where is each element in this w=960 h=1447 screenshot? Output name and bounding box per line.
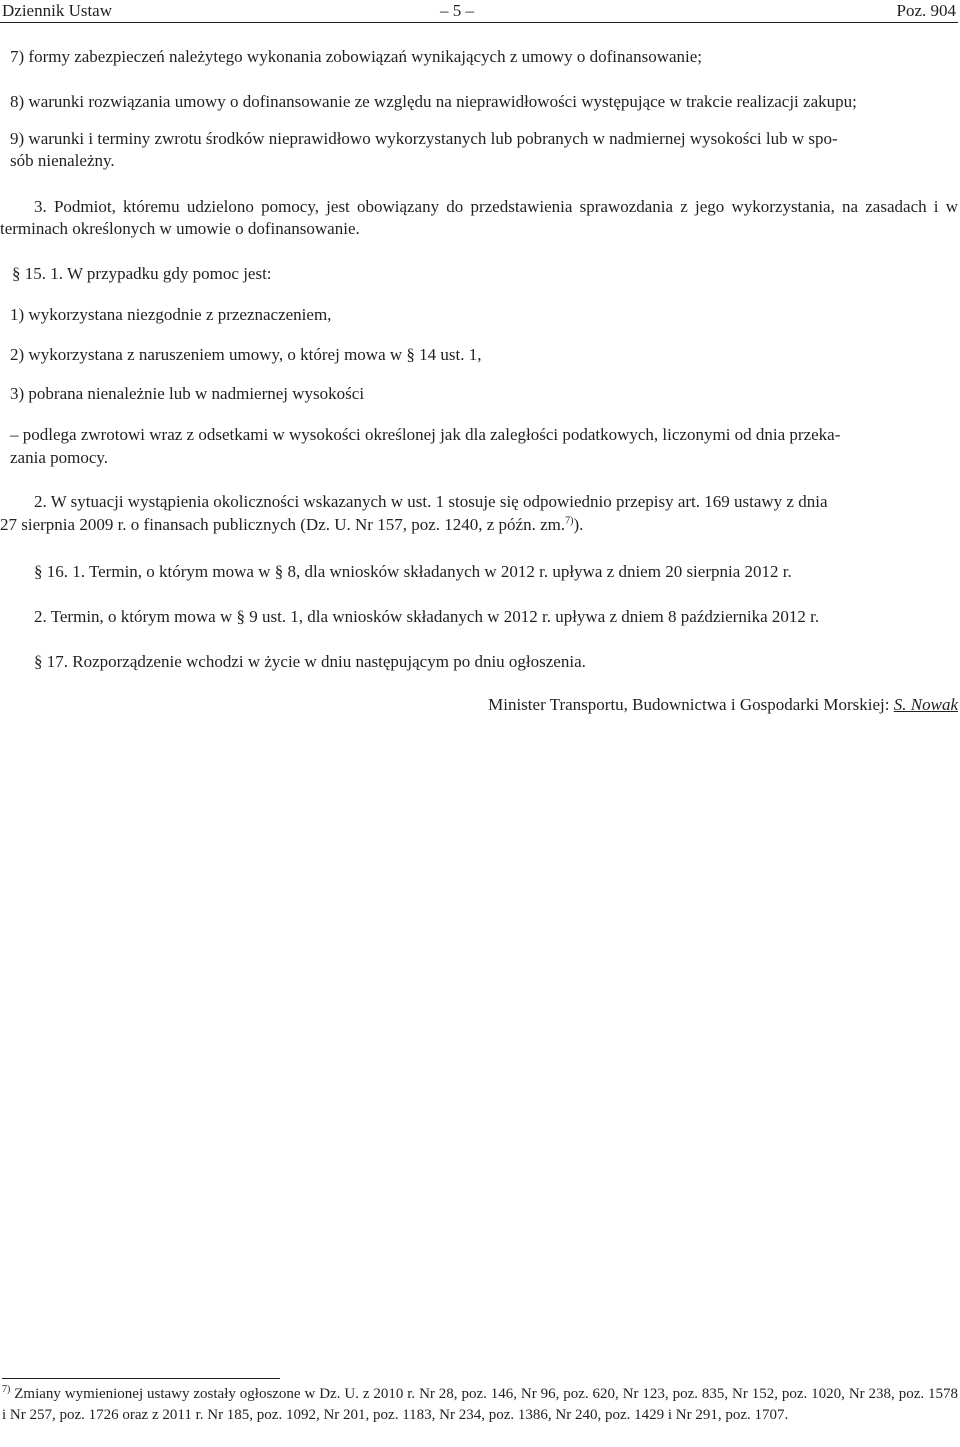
item-9-line-2: sób nienależny. [10,151,115,170]
section-17: § 17. Rozporządzenie wchodzi w życie w dniu następującym po dniu ogłoszenia. [34,652,586,671]
signature-name: S. Nowak [893,695,958,714]
item-8: 8) warunki rozwiązania umowy o dofinansowanie ze względu na nieprawidłowości występujące w trakcie realizacji zakupu; [10,92,857,111]
page-header [0,0,958,23]
section-15-paragraph-2-line-1: 2. W sytuacji wystąpienia okoliczności wskazanych w ust. 1 stosuje się odpowiednio przepisy art. 169 ustawy z dnia [34,492,828,511]
item-9-line-1: 9) warunki i terminy zwrotu środków nieprawidłowo wykorzystanych lub pobranych w nadmiernej wysokości lub w spo- [10,129,838,148]
section-16-paragraph-2: 2. Termin, o którym mowa w § 9 ust. 1, dla wniosków składanych w 2012 r. upływa z dniem 8 października 2012 r. [34,607,820,626]
section-15-tail-line-1: – podlega zwrotowi wraz z odsetkami w wysokości określonej jak dla zaległości podatkowych, liczonymi od dnia przeka- [10,425,841,444]
section-15-tail-line-2: zania pomocy. [10,448,109,467]
footnote-text: Zmiany wymienionej ustawy zostały ogłoszone w Dz. U. z 2010 r. Nr 28, poz. 146, Nr 96, poz. 620, Nr 123, poz. 835, Nr 152, poz. 1020, Nr 238, poz. 1578 i Nr 257, poz. 1726 oraz z 2011 r. Nr 185, poz. 1092, Nr 201, poz. 1183, Nr 234, poz. 1386, Nr 240, poz. 1429 i Nr 291, poz. 1707. [2,1386,958,1423]
page-number: – 5 – [440,1,474,20]
section-15-paragraph-2-line-2: 27 sierpnia 2009 r. o finansach publicznych (Dz. U. Nr 157, poz. 1240, z późn. zm.$^{7)}$). [0,515,584,534]
footnote-separator [2,1378,280,1379]
paragraph-3: 3. Podmiot, któremu udzielono pomocy, jest obowiązany do przedstawienia sprawozdania z jego wykorzystania, na zasadach i w terminach określonych w umowie o dofinansowanie. [0,197,958,238]
footnote-reference[interactable]: 7) [565,515,574,527]
section-15-point-2: 2) wykorzystana z naruszeniem umowy, o której mowa w § 14 ust. 1, [10,345,482,364]
position-number: Poz. 904 [896,1,956,20]
journal-title: Dziennik Ustaw [2,1,113,20]
signature-role: Minister Transportu, Budownictwa i Gospodarki Morskiej: [488,695,894,714]
section-15-point-3: 3) pobrana nienależnie lub w nadmiernej wysokości [10,384,365,403]
item-7: 7) formy zabezpieczeń należytego wykonania zobowiązań wynikających z umowy o dofinansowanie; [10,47,703,66]
footnote [2,1384,958,1426]
section-15-heading: § 15. 1. W przypadku gdy pomoc jest: [12,264,272,283]
footnote-marker: 7) [2,1384,11,1395]
section-15-point-1: 1) wykorzystana niezgodnie z przeznaczeniem, [10,305,332,324]
signature [488,694,958,716]
section-16: § 16. 1. Termin, o którym mowa w § 8, dla wniosków składanych w 2012 r. upływa z dniem 20 sierpnia 2012 r. [34,562,792,581]
